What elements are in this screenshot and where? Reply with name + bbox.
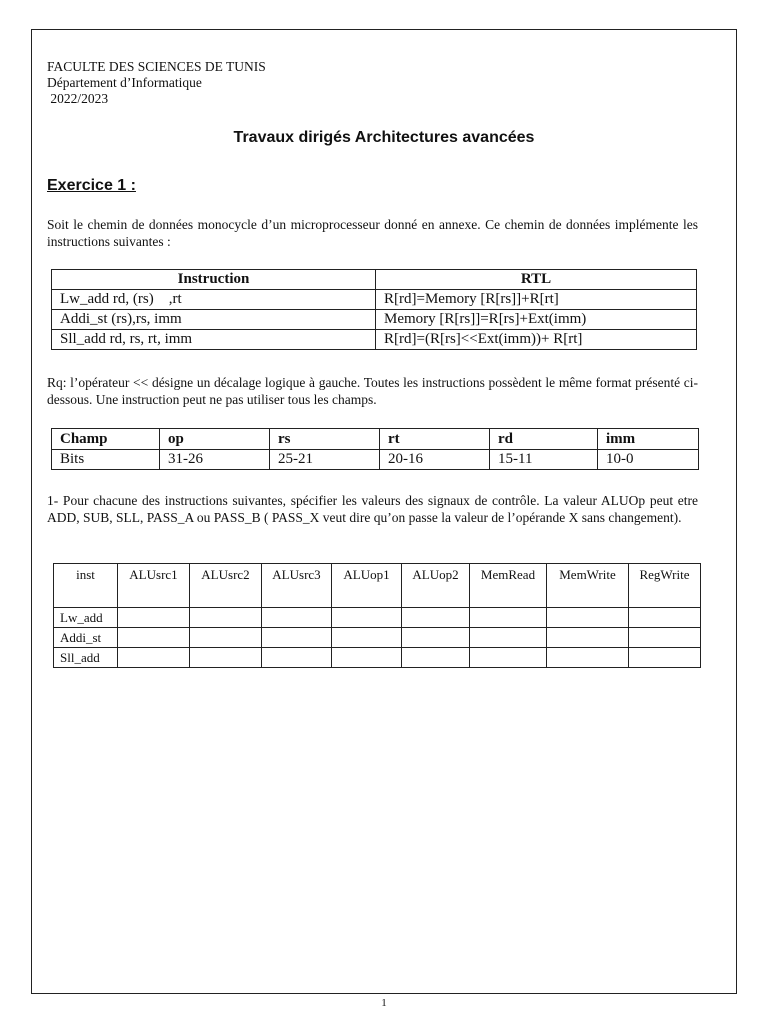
blank-cell	[190, 648, 262, 668]
blank-cell	[470, 628, 547, 648]
table-row	[52, 450, 699, 470]
instruction-name-cell: Addi_st	[54, 628, 118, 648]
blank-cell	[402, 628, 470, 648]
instruction-table	[51, 269, 697, 350]
blank-cell	[470, 608, 547, 628]
blank-cell	[262, 648, 332, 668]
field-header: imm	[598, 429, 699, 450]
column-header-regwrite: RegWrite	[629, 564, 701, 608]
bits-cell: 15-11	[490, 450, 598, 470]
faculty-name: FACULTE DES SCIENCES DE TUNIS	[47, 59, 266, 74]
bits-cell: Bits	[52, 450, 160, 470]
table-row	[52, 310, 697, 330]
table-row	[52, 330, 697, 350]
table-header-row	[54, 564, 701, 608]
blank-cell	[402, 608, 470, 628]
blank-cell	[629, 608, 701, 628]
blank-cell	[629, 628, 701, 648]
table-row	[54, 648, 701, 668]
instruction-name-cell: Sll_add	[54, 648, 118, 668]
page-number: 1	[381, 997, 387, 1009]
column-header-alusrc2: ALUsrc2	[190, 564, 262, 608]
column-header-instruction: Instruction	[52, 270, 376, 290]
field-header: op	[160, 429, 270, 450]
instruction-cell: Lw_add rd, (rs) ,rt	[52, 290, 376, 310]
blank-cell	[332, 628, 402, 648]
instruction-name-cell: Lw_add	[54, 608, 118, 628]
control-signals-table	[53, 563, 701, 668]
blank-cell	[118, 648, 190, 668]
blank-cell	[332, 648, 402, 668]
blank-cell	[547, 608, 629, 628]
rtl-cell: Memory [R[rs]]=R[rs]+Ext(imm)	[376, 310, 697, 330]
question-1: 1- Pour chacune des instructions suivantes, spécifier les valeurs des signaux de contrôle. La valeur ALUOp peut etre ADD, SUB, SLL, PASS_A ou PASS_B ( PASS_X veut dire qu’on passe la valeur de l’opérande X sans changement).	[47, 493, 698, 525]
column-header-alusrc1: ALUsrc1	[118, 564, 190, 608]
rtl-cell: R[rd]=Memory [R[rs]]+R[rt]	[376, 290, 697, 310]
column-header-memwrite: MemWrite	[547, 564, 629, 608]
table-row	[54, 608, 701, 628]
bits-cell: 20-16	[380, 450, 490, 470]
blank-cell	[190, 608, 262, 628]
blank-cell	[547, 648, 629, 668]
rtl-cell: R[rd]=(R[rs]<<Ext(imm))+ R[rt]	[376, 330, 697, 350]
bits-cell: 10-0	[598, 450, 699, 470]
department-name: Département d’Informatique	[47, 75, 202, 90]
instruction-cell: Sll_add rd, rs, rt, imm	[52, 330, 376, 350]
academic-year: 2022/2023	[50, 91, 109, 106]
table-header-row	[52, 270, 697, 290]
blank-cell	[629, 648, 701, 668]
blank-cell	[190, 628, 262, 648]
column-header-alusrc3: ALUsrc3	[262, 564, 332, 608]
instruction-format-table	[51, 428, 699, 470]
blank-cell	[332, 608, 402, 628]
blank-cell	[470, 648, 547, 668]
instruction-cell: Addi_st (rs),rs, imm	[52, 310, 376, 330]
exercise-intro: Soit le chemin de données monocycle d’un microprocesseur donné en annexe. Ce chemin de données implémente les instructions suivantes :	[47, 217, 698, 249]
blank-cell	[262, 628, 332, 648]
column-header-aluop2: ALUop2	[402, 564, 470, 608]
document-title: Travaux dirigés Architectures avancées	[233, 129, 535, 146]
column-header-inst: inst	[54, 564, 118, 608]
table-row	[54, 628, 701, 648]
blank-cell	[118, 628, 190, 648]
column-header-memread: MemRead	[470, 564, 547, 608]
remark-paragraph: Rq: l’opérateur << désigne un décalage logique à gauche. Toutes les instructions possèdent le même format présenté ci-dessous. Une instruction peut ne pas utiliser tous les champs.	[47, 375, 698, 407]
blank-cell	[547, 628, 629, 648]
blank-cell	[402, 648, 470, 668]
field-header: rt	[380, 429, 490, 450]
bits-cell: 31-26	[160, 450, 270, 470]
field-header: Champ	[52, 429, 160, 450]
field-header: rd	[490, 429, 598, 450]
column-header-aluop1: ALUop1	[332, 564, 402, 608]
exercise-heading: Exercice 1 :	[47, 177, 136, 194]
document-header	[47, 59, 266, 107]
table-header-row	[52, 429, 699, 450]
blank-cell	[262, 608, 332, 628]
field-header: rs	[270, 429, 380, 450]
column-header-rtl: RTL	[376, 270, 697, 290]
table-row	[52, 290, 697, 310]
bits-cell: 25-21	[270, 450, 380, 470]
blank-cell	[118, 608, 190, 628]
